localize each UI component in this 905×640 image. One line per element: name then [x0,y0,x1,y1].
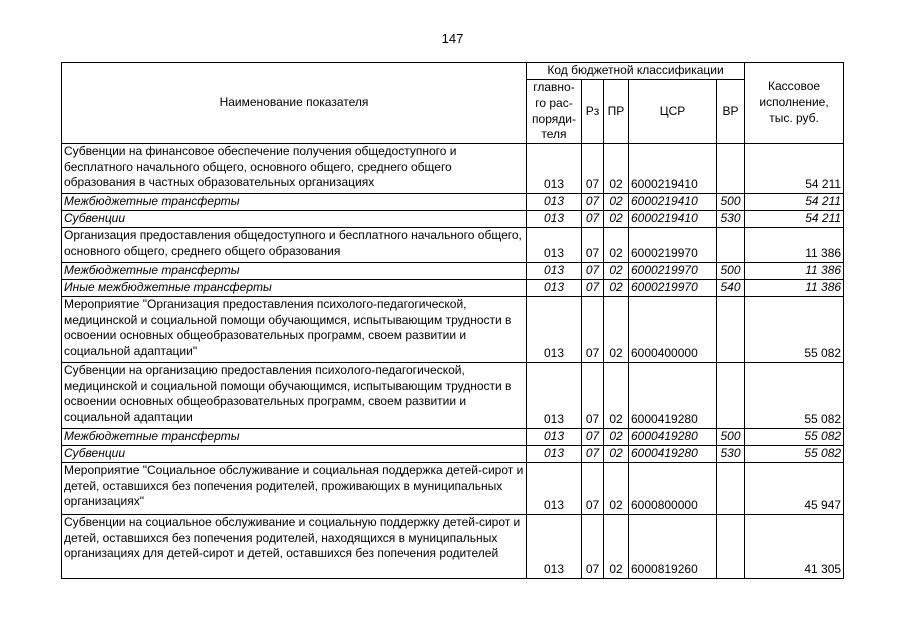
row-pr: 02 [604,263,629,280]
row-name: Субвенции [62,446,527,463]
table-row [62,363,844,429]
budget-table [61,62,844,579]
row-csr: 6000219970 [629,263,717,280]
row-name: Мероприятие "Социальное обслуживание и социальная поддержка детей-сирот и детей, оставшихся без попечения родителей, проживающих в муниципальных организациях" [62,463,527,515]
header-code-group: Код бюджетной классификации [527,63,745,80]
row-vr [717,297,745,363]
row-rz: 07 [582,463,604,515]
row-rz: 07 [582,228,604,263]
header-amount: Кассовое исполнение, тыс. руб. [745,63,844,144]
table-row [62,263,844,280]
row-pr: 02 [604,194,629,211]
row-amount: 55 082 [745,429,844,446]
row-rz: 07 [582,263,604,280]
row-csr: 6000419280 [629,429,717,446]
row-glavn: 013 [527,228,582,263]
row-pr: 02 [604,144,629,194]
header-name: Наименование показателя [62,63,527,144]
row-amount: 11 386 [745,228,844,263]
row-amount: 54 211 [745,144,844,194]
row-pr: 02 [604,363,629,429]
row-vr [717,363,745,429]
row-rz: 07 [582,280,604,297]
row-vr [717,228,745,263]
row-name: Субвенции на социальное обслуживание и социальную поддержку детей-сирот и детей, оставшихся без попечения родителей, находящихся в муниципальных организациях для детей-сирот и детей, оставшихся без попечения родителей [62,515,527,579]
row-amount: 45 947 [745,463,844,515]
row-pr: 02 [604,515,629,579]
table-row [62,446,844,463]
header-vr: ВР [717,80,745,144]
row-vr [717,144,745,194]
row-csr: 6000219410 [629,211,717,228]
table-body [62,144,844,579]
row-name: Организация предоставления общедоступного и бесплатного начального общего, основного общего, среднего общего образования [62,228,527,263]
row-pr: 02 [604,228,629,263]
row-amount: 55 082 [745,446,844,463]
table-row [62,280,844,297]
row-vr: 500 [717,194,745,211]
row-pr: 02 [604,280,629,297]
row-pr: 02 [604,297,629,363]
row-amount: 54 211 [745,211,844,228]
row-glavn: 013 [527,297,582,363]
row-rz: 07 [582,515,604,579]
row-vr: 530 [717,211,745,228]
table-row [62,429,844,446]
row-vr: 500 [717,263,745,280]
row-name: Субвенции [62,211,527,228]
row-rz: 07 [582,363,604,429]
table-row [62,515,844,579]
header-glavn: главно-го рас-поряди-теля [527,80,582,144]
row-name: Межбюджетные трансферты [62,263,527,280]
row-glavn: 013 [527,211,582,228]
row-rz: 07 [582,194,604,211]
row-name: Мероприятие "Организация предоставления психолого-педагогической, медицинской и социальной помощи обучающимся, испытывающим трудности в освоении основных общеобразовательных программ, своем развитии и социальной адаптации" [62,297,527,363]
row-amount: 54 211 [745,194,844,211]
row-vr [717,463,745,515]
row-glavn: 013 [527,144,582,194]
row-csr: 6000219410 [629,144,717,194]
table-row [62,463,844,515]
row-rz: 07 [582,297,604,363]
row-name: Субвенции на организацию предоставления психолого-педагогической, медицинской и социальной помощи обучающимся, испытывающим трудности в освоении основных общеобразовательных программ, своем развитии и социальной адаптации [62,363,527,429]
row-amount: 11 386 [745,280,844,297]
row-amount: 55 082 [745,363,844,429]
row-name: Субвенции на финансовое обеспечение получения общедоступного и бесплатного начального общего, основного общего, среднего общего образования в частных образовательных организациях [62,144,527,194]
row-csr: 6000219970 [629,228,717,263]
row-amount: 55 082 [745,297,844,363]
row-csr: 6000800000 [629,463,717,515]
row-glavn: 013 [527,429,582,446]
row-amount: 41 305 [745,515,844,579]
row-vr [717,515,745,579]
row-csr: 6000219410 [629,194,717,211]
table-row [62,228,844,263]
header-csr: ЦСР [629,80,717,144]
row-csr: 6000819260 [629,515,717,579]
table-row [62,211,844,228]
row-glavn: 013 [527,446,582,463]
table-header [62,63,844,144]
table-row [62,194,844,211]
header-rz: Рз [582,80,604,144]
row-rz: 07 [582,211,604,228]
row-glavn: 013 [527,263,582,280]
row-pr: 02 [604,446,629,463]
row-glavn: 013 [527,194,582,211]
row-glavn: 013 [527,363,582,429]
header-pr: ПР [604,80,629,144]
row-glavn: 013 [527,280,582,297]
row-pr: 02 [604,211,629,228]
row-vr: 530 [717,446,745,463]
row-name: Межбюджетные трансферты [62,429,527,446]
row-rz: 07 [582,446,604,463]
row-csr: 6000419280 [629,446,717,463]
row-csr: 6000400000 [629,297,717,363]
row-csr: 6000419280 [629,363,717,429]
row-csr: 6000219970 [629,280,717,297]
page-number: 147 [441,31,464,46]
table-row [62,144,844,194]
row-name: Межбюджетные трансферты [62,194,527,211]
row-name: Иные межбюджетные трансферты [62,280,527,297]
row-vr: 540 [717,280,745,297]
table-row [62,297,844,363]
row-glavn: 013 [527,515,582,579]
row-pr: 02 [604,429,629,446]
row-vr: 500 [717,429,745,446]
row-rz: 07 [582,429,604,446]
row-amount: 11 386 [745,263,844,280]
row-glavn: 013 [527,463,582,515]
row-rz: 07 [582,144,604,194]
row-pr: 02 [604,463,629,515]
